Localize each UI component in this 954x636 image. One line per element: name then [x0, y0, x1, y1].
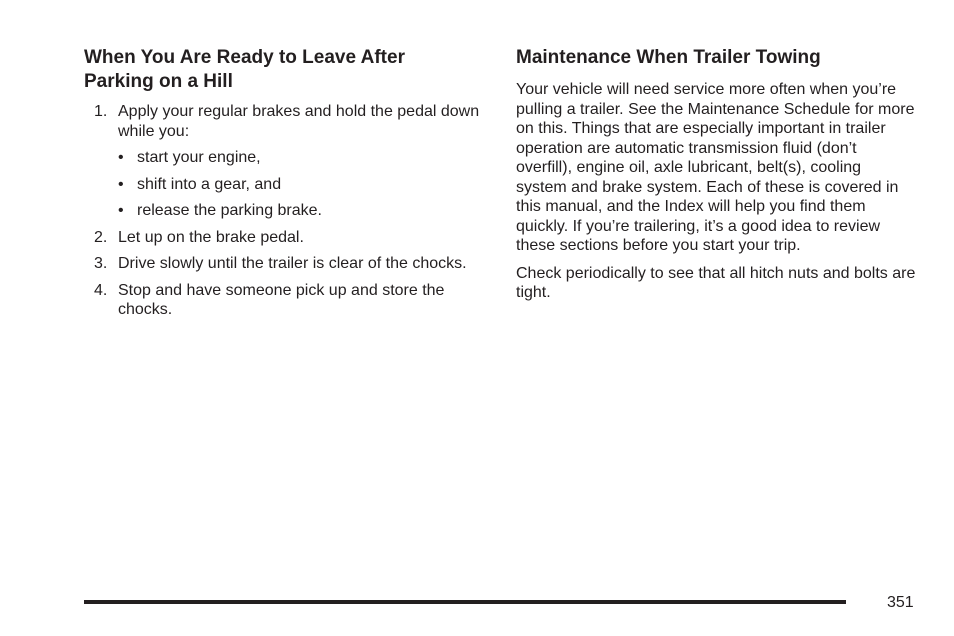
- heading-line-2: Parking on a Hill: [84, 71, 233, 92]
- step-text: Drive slowly until the trailer is clear of the chocks.: [118, 255, 467, 272]
- step-item: [84, 102, 494, 221]
- step-number: 2.: [94, 228, 108, 246]
- bullet-item: [118, 148, 494, 168]
- section-heading-maintenance: Maintenance When Trailer Towing: [516, 47, 821, 68]
- steps-list: [84, 102, 494, 320]
- step-number: 1.: [94, 103, 108, 120]
- step-number: 4.: [94, 281, 108, 299]
- step-item: [84, 254, 494, 274]
- right-column: [516, 46, 916, 303]
- bullet-icon: •: [118, 202, 124, 219]
- step-text: Let up on the brake pedal.: [118, 228, 304, 246]
- step-number: 3.: [94, 255, 108, 272]
- bullet-text: release the parking brake.: [137, 202, 322, 219]
- bullet-icon: •: [118, 175, 124, 193]
- step-text: Apply your regular brakes and hold the pedal down while you:: [118, 103, 480, 140]
- hitch-check-paragraph: Check periodically to see that all hitch nuts and bolts are tight.: [516, 264, 916, 301]
- bullet-item: [118, 175, 494, 195]
- bullet-text: start your engine,: [137, 149, 261, 166]
- section-heading-leave-after-parking: [84, 46, 494, 94]
- bullet-icon: •: [118, 149, 124, 166]
- footer-rule: [84, 600, 846, 604]
- page-number: 351: [887, 594, 914, 611]
- bullet-list: [118, 148, 494, 221]
- heading-line-1: When You Are Ready to Leave After: [84, 47, 405, 68]
- step-text: Stop and have someone pick up and store the chocks.: [118, 281, 445, 318]
- bullet-text: shift into a gear, and: [137, 175, 282, 193]
- maintenance-paragraph: Your vehicle will need service more often when you’re pulling a trailer. See the Maintenance Schedule for more on this. Things that are especially important in trailer operation are automatic transmission fluid (don’t overfill), engine oil, axle lubricant, belt(s), cooling system and brake system. Each of these is covered in this manual, and the Index will help you find them quickly. If you’re trailering, it’s a good idea to review these sections before you start your trip.: [516, 81, 915, 254]
- step-item: [84, 228, 494, 248]
- step-item: [84, 281, 494, 320]
- bullet-item: [118, 201, 494, 221]
- left-column: [84, 46, 494, 327]
